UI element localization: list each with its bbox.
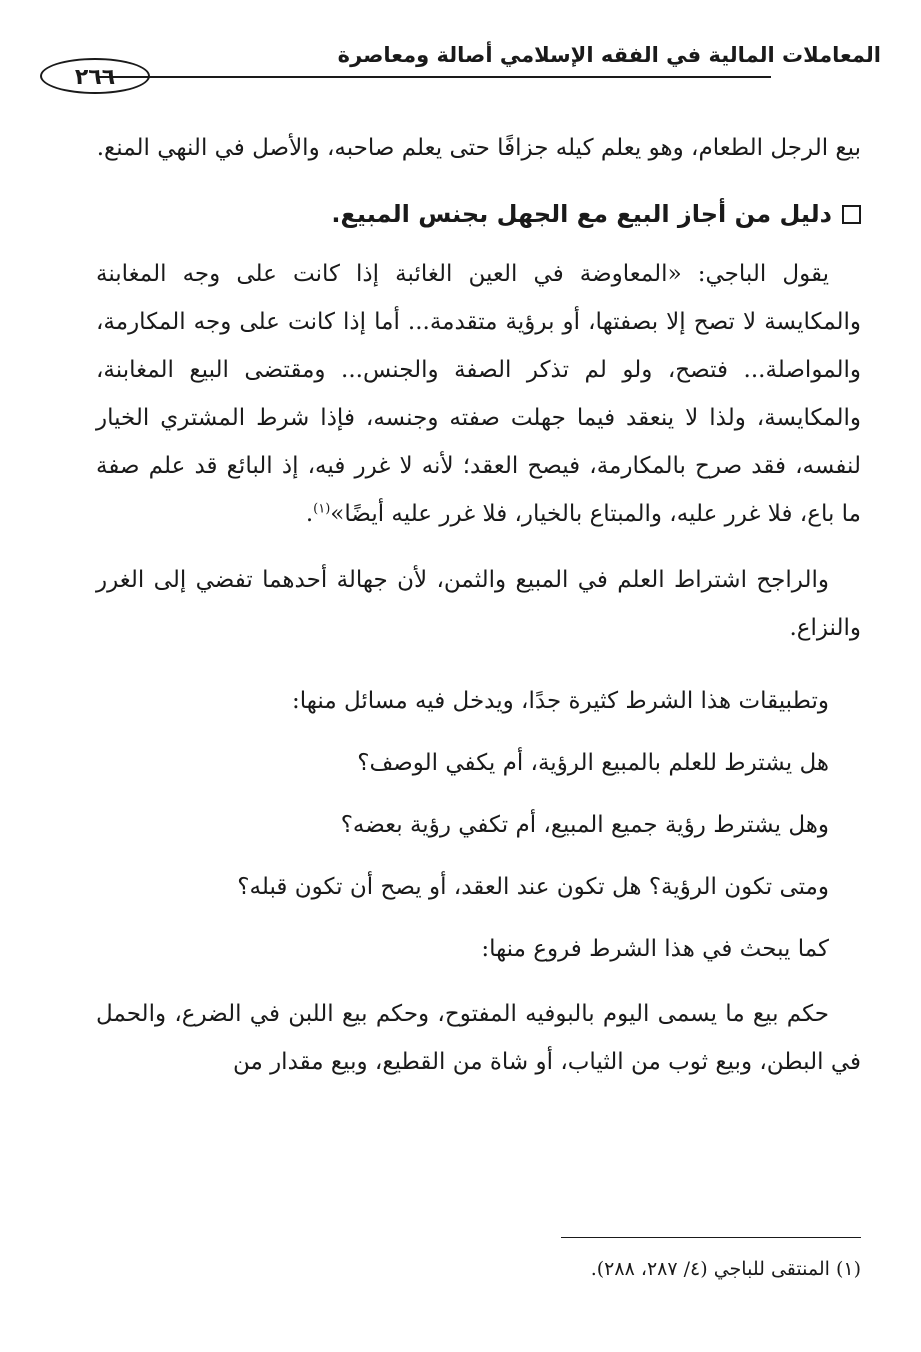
- list-item: كما يبحث في هذا الشرط فروع منها:: [481, 936, 829, 962]
- list-item: وهل يشترط رؤية جميع المبيع، أم تكفي رؤية بعضه؟: [340, 812, 829, 838]
- running-title: المعاملات المالية في الفقه الإسلامي أصالة ومعاصرة: [337, 43, 881, 67]
- footnote-rule: [561, 1237, 861, 1238]
- footnote-ref: (١): [313, 501, 331, 517]
- paragraph-branches: حكم بيع ما يسمى اليوم بالبوفيه المفتوح، وحكم بيع اللبن في الضرع، والحمل في البطن، وبيع ثوب من الثياب، أو شاة من القطيع، وبيع مقدار من: [96, 1001, 861, 1075]
- paragraph-continued: بيع الرجل الطعام، وهو يعلم كيله جزافًا حتى يعلم صاحبه، والأصل في النهي المنع.: [96, 135, 861, 161]
- section-heading: [96, 190, 861, 238]
- list-item: وتطبيقات هذا الشرط كثيرة جدًا، ويدخل فيه مسائل منها:: [292, 688, 829, 714]
- list-item: ومتى تكون الرؤية؟ هل تكون عند العقد، أو يصح أن تكون قبله؟: [237, 874, 829, 900]
- list-item: هل يشترط للعلم بالمبيع الرؤية، أم يكفي الوصف؟: [357, 750, 829, 776]
- section-heading-text: دليل من أجاز البيع مع الجهل بجنس المبيع.: [331, 200, 832, 228]
- square-bullet-icon: [842, 205, 861, 224]
- footnote: (١) المنتقى للباجي (٤/ ٢٨٧، ٢٨٨).: [590, 1258, 861, 1280]
- quote-text: يقول الباجي: «المعاوضة في العين الغائبة إذا كانت على وجه المغابنة والمكايسة لا تصح إلا بصفتها، أو برؤية متقدمة... أما إذا كانت على وجه المكارمة، والمواصلة... فتصح، ولو لم تذكر الصفة والجنس... ومقتضى البيع المغابنة، والمكايسة، ولذا لا ينعقد فيما جهلت صفته وجنسه، فإذا شرط المشتري الخيار لنفسه، فقد صرح بالمكارمة، فيصح العقد؛ لأنه لا غرر فيه، إذ البائع قد علم صفة ما باع، فلا غرر عليه، والمبتاع بالخيار، فلا غرر عليه أيضًا»: [96, 261, 861, 527]
- questions-list: [96, 670, 861, 980]
- paragraph-preferred-view: والراجح اشتراط العلم في المبيع والثمن، لأن جهالة أحدهما تفضي إلى الغرر والنزاع.: [96, 567, 861, 641]
- page-number: ٢٦٦: [40, 58, 150, 94]
- body-text: [96, 124, 861, 1104]
- paragraph-quote: [96, 250, 861, 538]
- header-rule: [96, 76, 771, 78]
- quote-end: .: [305, 501, 314, 527]
